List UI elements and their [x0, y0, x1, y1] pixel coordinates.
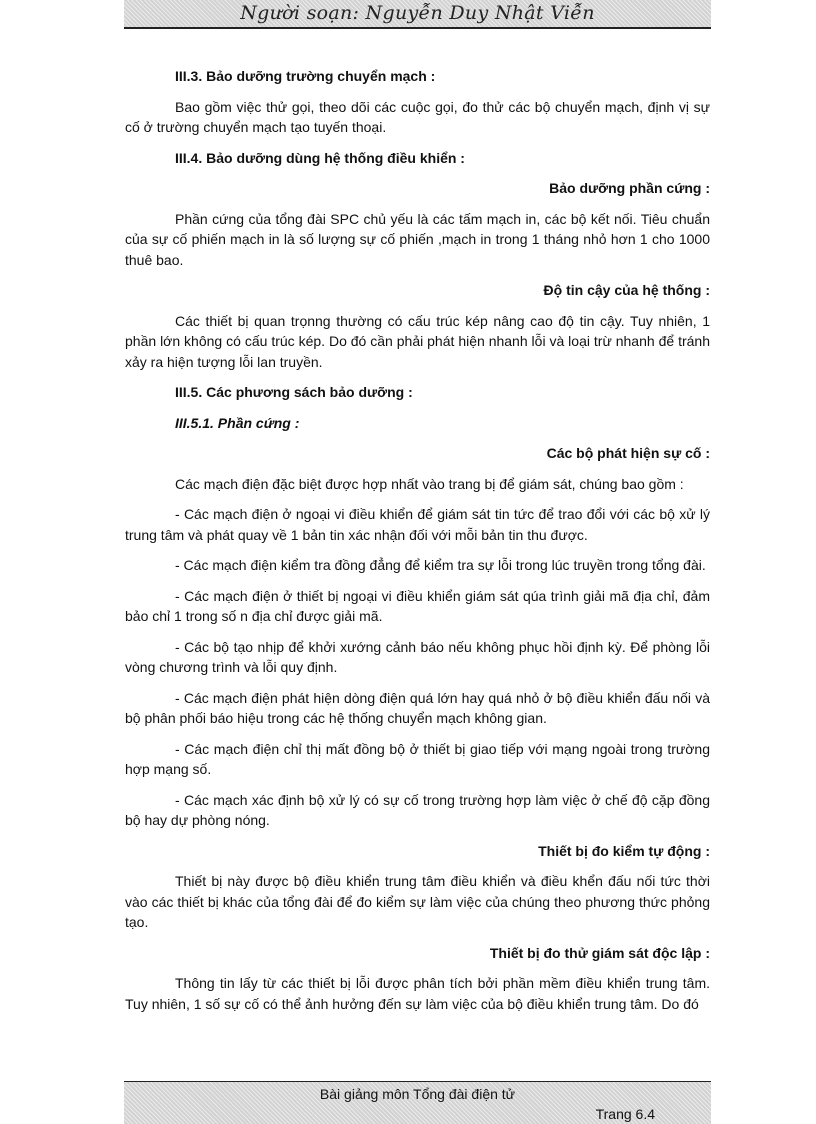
- page-footer: [124, 1081, 711, 1124]
- paragraph: Thông tin lấy từ các thiết bị lỗi được phân tích bởi phần mềm điều khiển trung tâm. Tuy nhiên, 1 số sự cố có thể ảnh hưởng đến sự làm việc của bộ điều khiển trung tâm. Do đó: [125, 975, 710, 1012]
- section-heading-iii-5-1: III.5.1. Phần cứng :: [175, 414, 300, 431]
- list-item: - Các mạch điện kiểm tra đồng đẳng để kiểm tra sự lỗi trong lúc truyền trong tổng đài.: [175, 557, 706, 573]
- paragraph: Các thiết bị quan trọnng thường có cấu trúc kép nâng cao độ tin cậy. Tuy nhiên, 1 phần lớn không có cấu trúc kép. Do đó cần phải phát hiện nhanh lỗi và loại trừ nhanh để tránh xảy ra hiện tượng lỗi lan truyền.: [125, 312, 710, 370]
- list-item: - Các bộ tạo nhịp để khởi xướng cảnh báo nếu không phục hồi định kỳ. Để phòng lỗi vòng chương trình và lỗi quy định.: [125, 638, 710, 675]
- list-item: - Các mạch điện ở ngoại vi điều khiển để giám sát tin tức để trao đổi với các bộ xử lý trung tâm và phát quay về 1 bản tin xác nhận đối với mỗi bản tin thu được.: [125, 506, 710, 543]
- paragraph: Bao gồm việc thử gọi, theo dõi các cuộc gọi, đo thử các bộ chuyển mạch, định vị sự cố ở trường chuyển mạch tạo tuyến thoại.: [125, 98, 710, 135]
- subheading-automatic-test-equipment: Thiết bị đo kiểm tự động :: [538, 842, 710, 859]
- list-item: - Các mạch điện ở thiết bị ngoại vi điều khiển giám sát qúa trình giải mã địa chỉ, đảm bảo chỉ 1 trong số n địa chỉ được giải mã.: [125, 587, 710, 624]
- paragraph: Thiết bị này được bộ điều khiển trung tâm điều khiển và điều khển đấu nối tức thời vào các thiết bị khác của tổng đài để đo kiểm sự làm việc của chúng theo phương thức phỏng tạo.: [125, 873, 710, 930]
- subheading-fault-detectors: Các bộ phát hiện sự cố :: [546, 445, 710, 461]
- subheading-hardware-maintenance: Bảo dưỡng phần cứng :: [549, 180, 710, 196]
- page-header: [124, 0, 711, 29]
- list-item: - Các mạch điện phát hiện dòng điện quá lớn hay quá nhỏ ở bộ điều khiển đấu nối và bộ phân phối báo hiệu trong các hệ thống chuyển mạch không gian.: [125, 689, 710, 726]
- section-heading-iii-5: III.5. Các phương sách bảo dưỡng :: [175, 384, 413, 400]
- list-item: - Các mạch xác định bộ xử lý có sự cố trong trường hợp làm việc ở chế độ cặp đồng bộ hay dự phòng nóng.: [125, 791, 710, 828]
- paragraph: Các mạch điện đặc biệt được hợp nhất vào trang bị để giám sát, chúng bao gồm :: [175, 475, 684, 492]
- section-heading-iii-4: III.4. Bảo dưỡng dùng hệ thống điều khiển :: [175, 149, 465, 166]
- course-title: Bài giảng môn Tổng đài điện tử: [319, 1086, 516, 1102]
- list-item: - Các mạch điện chỉ thị mất đồng bộ ở thiết bị giao tiếp với mạng ngoài trong trường hợp mạng số.: [125, 740, 710, 777]
- subheading-independent-monitoring: Thiết bị đo thử giám sát độc lập :: [489, 944, 710, 961]
- paragraph: Phần cứng của tổng đài SPC chủ yếu là các tấm mạch in, các bộ kết nối. Tiêu chuẩn của sự cố phiến mạch in là số lượng sự cố phiến ,mạch in trong 1 tháng nhỏ hơn 1 cho 1000 thuê bao.: [125, 210, 710, 268]
- subheading-system-reliability: Độ tin cậy của hệ thống :: [543, 282, 710, 298]
- section-heading-iii-3: III.3. Bảo dưỡng trường chuyển mạch :: [175, 68, 436, 84]
- author-line: Người soạn: Nguyễn Duy Nhật Viễn: [240, 2, 595, 24]
- document-body: [125, 66, 710, 1024]
- page-number: Trang 6.4: [595, 1106, 655, 1122]
